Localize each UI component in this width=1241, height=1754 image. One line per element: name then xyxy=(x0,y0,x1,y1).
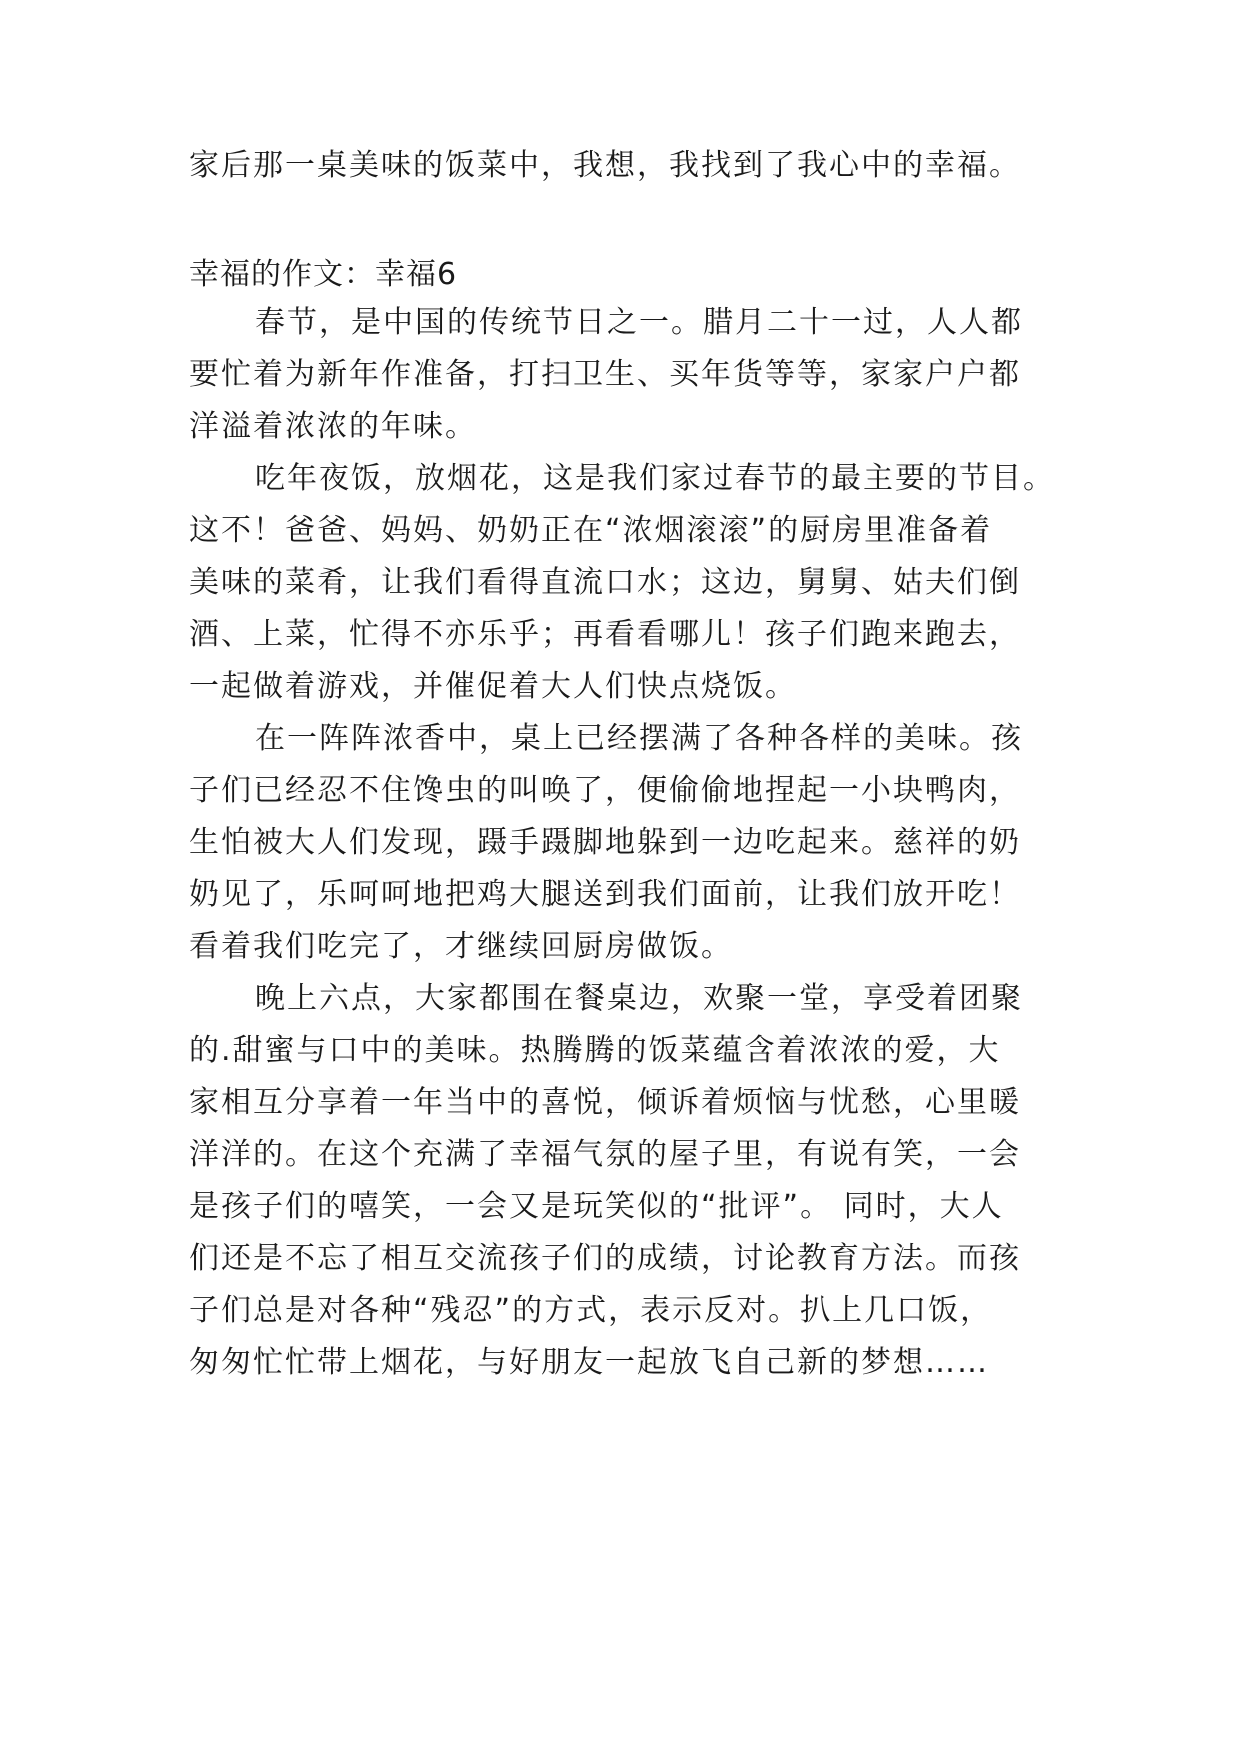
intro-line: 家后那一桌美味的饭菜中，我想，我找到了我心中的幸福。 xyxy=(189,148,1021,183)
paragraph-4-line-3: 家相互分享着一年当中的喜悦，倾诉着烦恼与忧愁，心里暖 xyxy=(189,1085,1021,1120)
paragraph-4-line-7: 子们总是对各种“残忍”的方式，表示反对。扒上几口饭， xyxy=(189,1293,993,1328)
paragraph-2-line-5: 一起做着游戏，并催促着大人们快点烧饭。 xyxy=(189,669,797,704)
paragraph-1-line-1: 春节，是中国的传统节日之一。腊月二十一过，人人都 xyxy=(255,305,1023,340)
paragraph-3-line-4: 奶见了，乐呵呵地把鸡大腿送到我们面前，让我们放开吃！ xyxy=(189,877,1021,912)
paragraph-3-line-2: 子们已经忍不住馋虫的叫唤了，便偷偷地捏起一小块鸭肉， xyxy=(189,773,1021,808)
paragraph-1-line-3: 洋溢着浓浓的年味。 xyxy=(189,409,477,444)
paragraph-4-line-1: 晚上六点，大家都围在餐桌边，欢聚一堂，享受着团聚 xyxy=(255,981,1023,1016)
paragraph-1-line-2: 要忙着为新年作准备，打扫卫生、买年货等等，家家户户都 xyxy=(189,357,1021,392)
paragraph-2-line-2: 这不！爸爸、妈妈、奶奶正在“浓烟滚滚”的厨房里准备着 xyxy=(189,513,993,548)
paragraph-3-line-5: 看着我们吃完了，才继续回厨房做饭。 xyxy=(189,929,733,964)
paragraph-2-line-4: 酒、上菜，忙得不亦乐乎；再看看哪儿！孩子们跑来跑去， xyxy=(189,617,1021,652)
paragraph-3-line-3: 生怕被大人们发现，蹑手蹑脚地躲到一边吃起来。慈祥的奶 xyxy=(189,825,1021,860)
paragraph-4-line-6: 们还是不忘了相互交流孩子们的成绩，讨论教育方法。而孩 xyxy=(189,1241,1021,1276)
paragraph-4-line-4: 洋洋的。在这个充满了幸福气氛的屋子里，有说有笑，一会 xyxy=(189,1137,1021,1172)
paragraph-2-line-1: 吃年夜饭，放烟花，这是我们家过春节的最主要的节目。 xyxy=(255,461,1055,496)
paragraph-4-line-2: 的.甜蜜与口中的美味。热腾腾的饭菜蕴含着浓浓的爱，大 xyxy=(189,1033,1001,1068)
paragraph-2-line-3: 美味的菜肴，让我们看得直流口水；这边，舅舅、姑夫们倒 xyxy=(189,565,1021,600)
paragraph-4-line-5: 是孩子们的嘻笑，一会又是玩笑似的“批评”。 同时，大人 xyxy=(189,1189,1004,1224)
paragraph-3-line-1: 在一阵阵浓香中，桌上已经摆满了各种各样的美味。孩 xyxy=(255,721,1023,756)
paragraph-4-line-8: 匆匆忙忙带上烟花，与好朋友一起放飞自己新的梦想…… xyxy=(189,1345,989,1380)
section-heading: 幸福的作文：幸福6 xyxy=(189,257,458,292)
